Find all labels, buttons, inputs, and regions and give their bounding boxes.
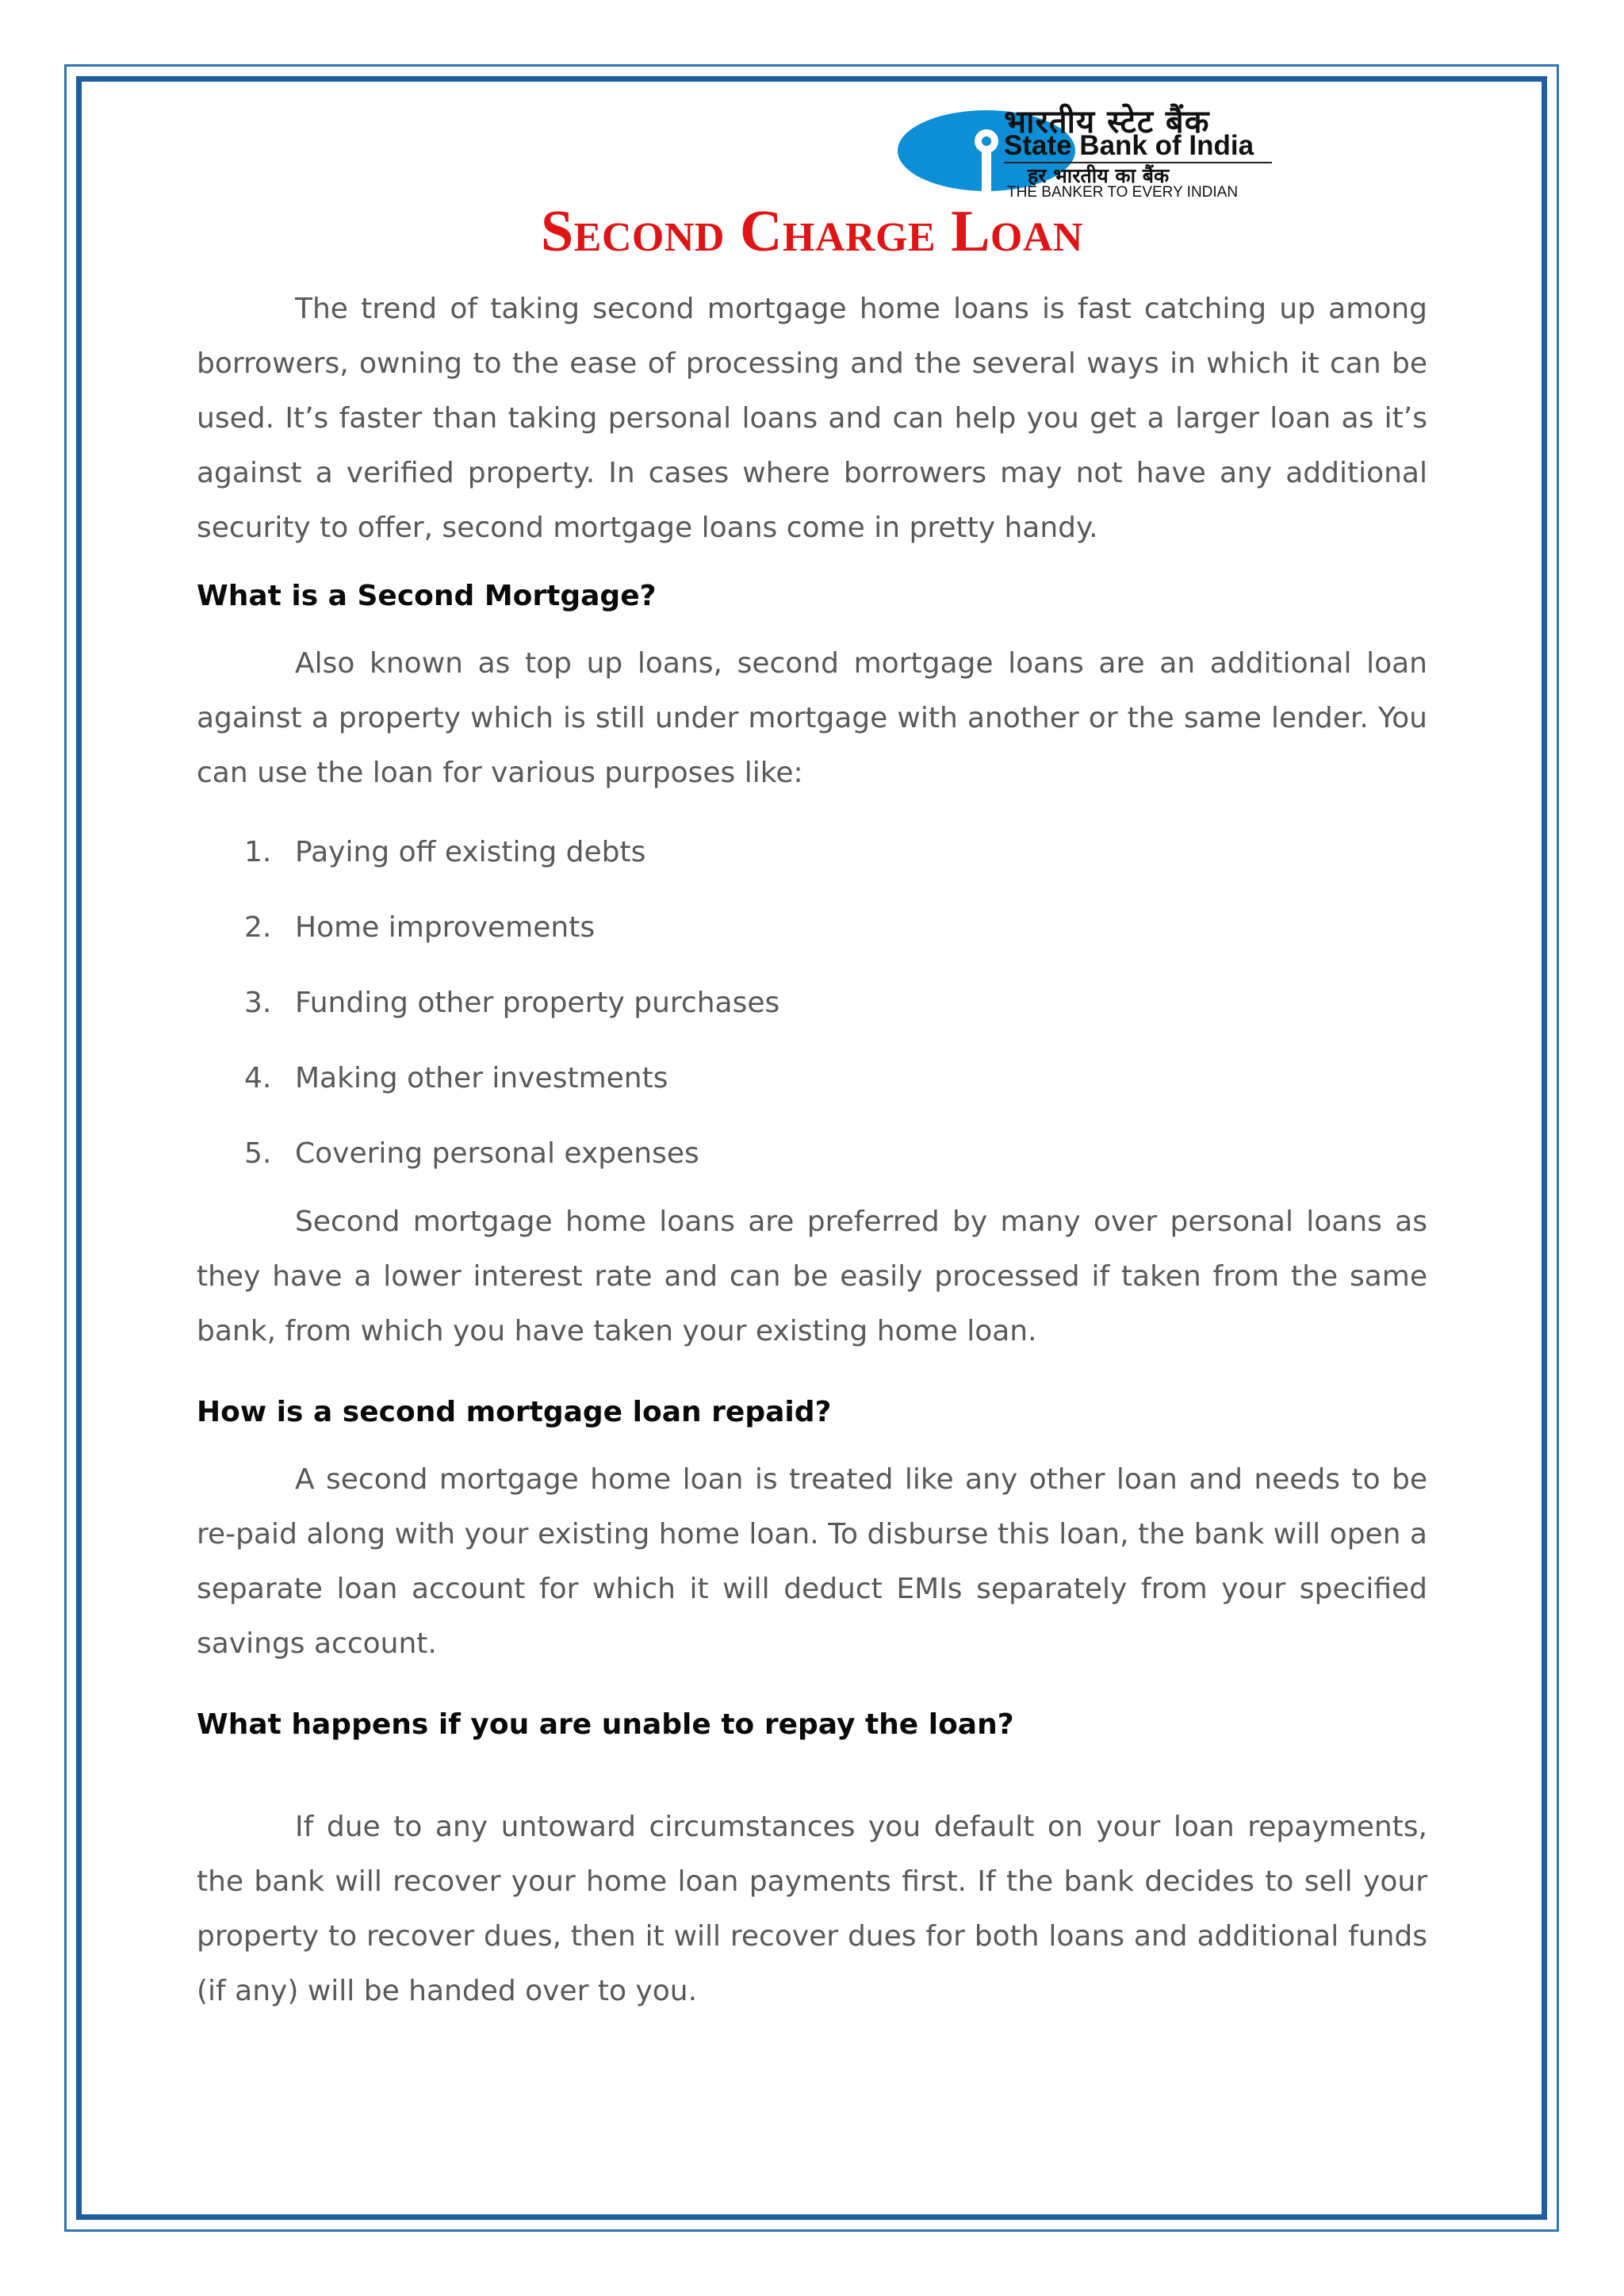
section-heading: How is a second mortgage loan repaid? [197,1396,832,1428]
purposes-list [197,834,1427,1194]
list-text: Paying off existing debts [295,836,646,868]
document-body [197,282,1427,2018]
section-paragraph: If due to any untoward circumstances you default on your loan repayments, the bank will recover your home loan payments first. If the bank decides to sell your property to recover dues, then it will recover dues for both loans and additional funds (if any) will be handed over to you. [197,1811,1427,2007]
logo-hindi-tagline: हर भारतीय का बैंक [1028,164,1170,187]
after-list-paragraph: Second mortgage home loans are preferred by many over personal loans as they have a lower interest rate and can be easily processed if taken from the same bank, from which you have taken your existing home loan. [197,1205,1427,1347]
intro-paragraph: The trend of taking second mortgage home loans is fast catching up among borrowers, owning to the ease of processing and the several ways in which it can be used. It’s faster than taking personal loans and can help you get a larger loan as it’s against a verified property. In cases where borrowers may not have any additional security to offer, second mortgage loans come in pretty handy. [197,293,1427,544]
logo-english-name: State Bank of India [1004,130,1254,161]
list-item [197,909,1427,984]
list-text: Home improvements [295,911,596,944]
list-item [197,1060,1427,1135]
section-heading: What happens if you are unable to repay the loan? [197,1708,1014,1741]
list-text: Covering personal expenses [295,1137,699,1170]
list-text: Making other investments [295,1062,668,1094]
list-item [197,834,1427,909]
list-item [197,984,1427,1060]
sbi-logo [898,98,1427,201]
logo-english-tagline: THE BANKER TO EVERY INDIAN [1007,184,1239,201]
page-title: Second Charge Loan [541,199,1083,264]
list-number: 3. [244,987,272,1019]
list-number: 1. [244,836,272,868]
list-number: 2. [244,911,272,944]
list-number: 4. [244,1062,272,1094]
logo-hindi-name: भारतीय स्टेट बैंक [1004,104,1210,140]
section-paragraph: A second mortgage home loan is treated like any other loan and needs to be re-paid along with your existing home loan. To disburse this loan, the bank will open a separate loan account for which it will deduct EMIs separately from your specified savings account. [197,1463,1427,1660]
list-number: 5. [244,1137,272,1170]
section-paragraph: Also known as top up loans, second mortgage loans are an additional loan against a property which is still under mortgage with another or the same lender. You can use the loan for various purposes like: [197,647,1427,789]
section-heading: What is a Second Mortgage? [197,580,657,612]
list-item [197,1135,1427,1194]
list-text: Funding other property purchases [295,987,780,1019]
